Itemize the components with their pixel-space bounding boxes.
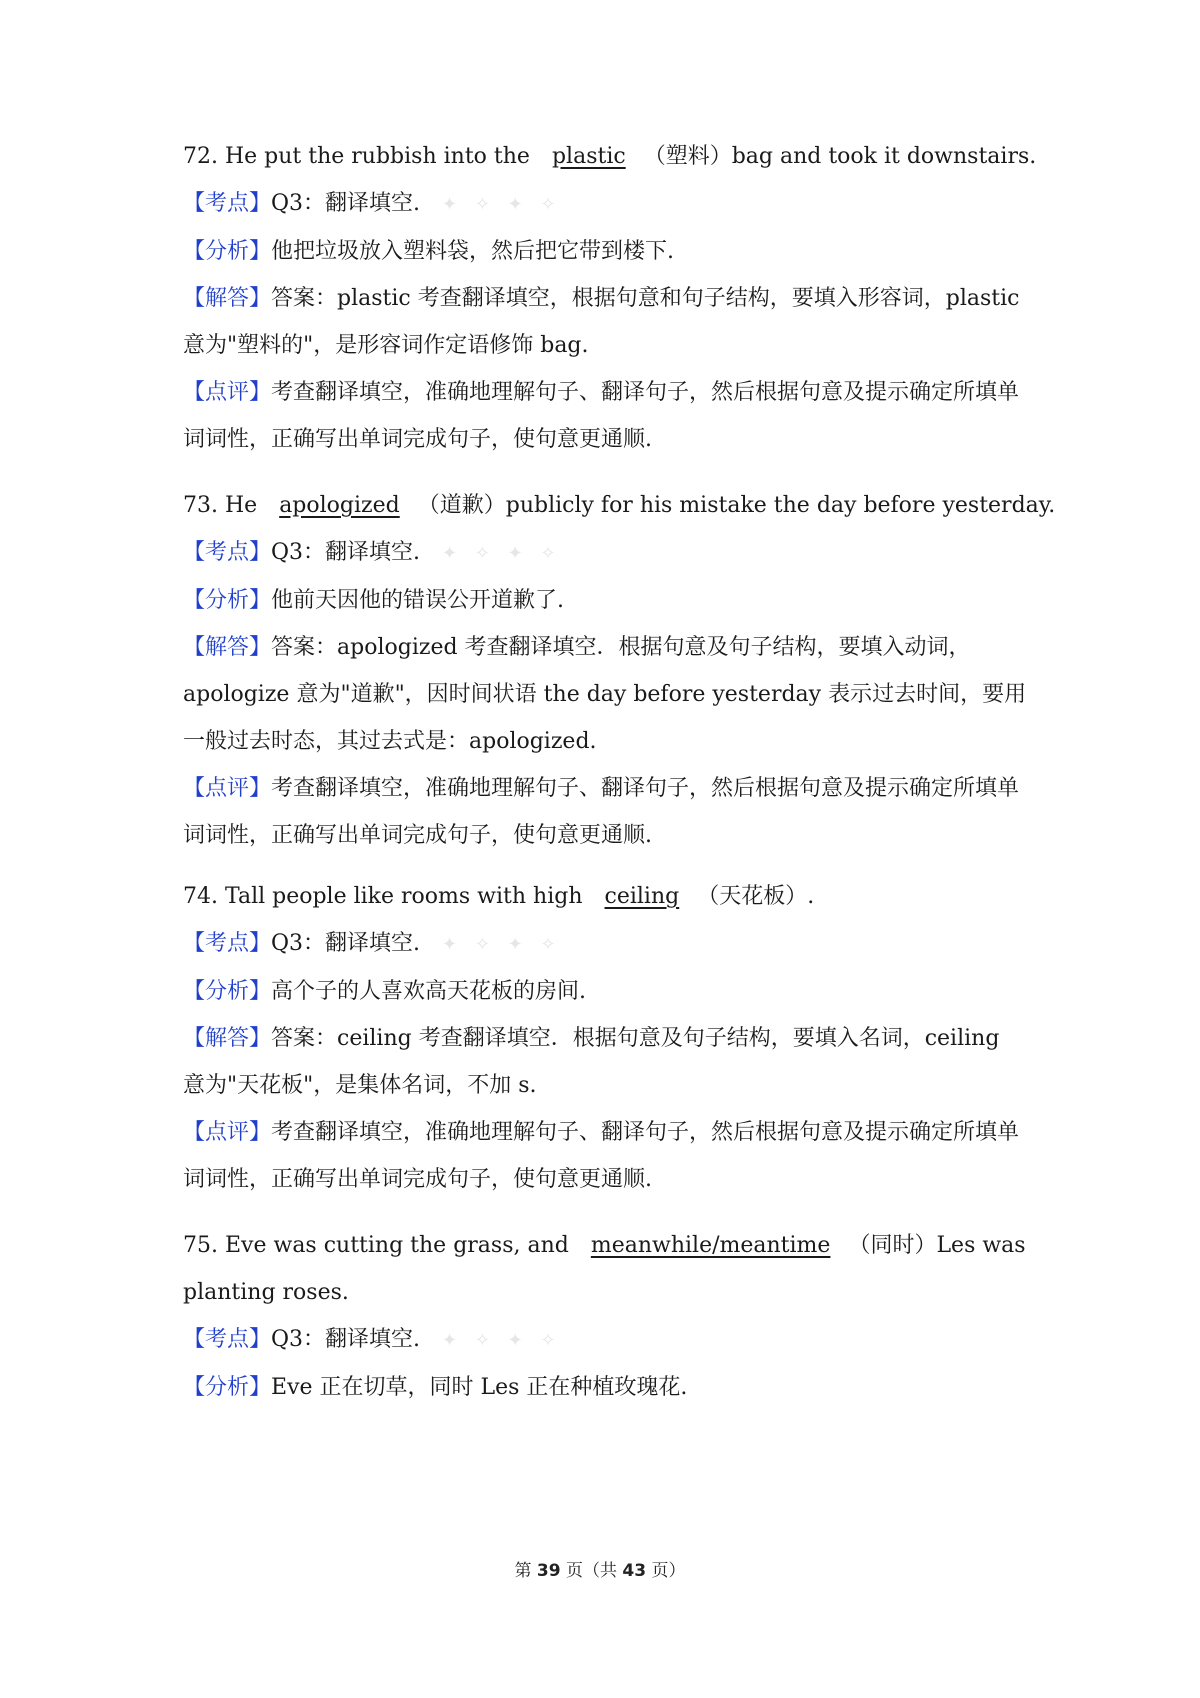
question-text	[183, 873, 1028, 920]
jieda-text: 答案：plastic 考查翻译填空，根据句意和句子结构，要填入形容词，plastic 意为"塑料的"，是形容词作定语修饰 bag.	[183, 286, 1020, 358]
question-stem: 72. He put the rubbish into the	[183, 144, 530, 169]
question-text	[183, 1222, 1028, 1316]
footer-mid: 页（共	[566, 1561, 617, 1581]
question-text	[183, 482, 1056, 529]
fenxi-row	[183, 968, 1028, 1015]
dianping-label: 【点评】	[183, 380, 272, 405]
question-75	[183, 1222, 1028, 1411]
question-stem-end: （同时）Les was planting roses.	[183, 1233, 1026, 1305]
kaodian-row	[183, 529, 1028, 577]
question-stem-end: （天花板）.	[697, 884, 815, 909]
jieda-label: 【解答】	[183, 1026, 272, 1051]
watermark: ✦ ✧ ✦ ✧	[442, 194, 562, 215]
kaodian-label: 【考点】	[183, 931, 272, 956]
dianping-text: 考查翻译填空，准确地理解句子、翻译句子，然后根据句意及提示确定所填单词词性，正确写出单词完成句子，使句意更通顺.	[183, 1120, 1020, 1192]
fenxi-row	[183, 228, 1028, 275]
jieda-row	[183, 275, 1028, 369]
question-73	[183, 482, 1056, 859]
dianping-text: 考查翻译填空，准确地理解句子、翻译句子，然后根据句意及提示确定所填单词词性，正确写出单词完成句子，使句意更通顺.	[183, 380, 1020, 452]
question-stem: 73. He	[183, 493, 258, 518]
fenxi-label: 【分析】	[183, 588, 272, 613]
dianping-row	[183, 369, 1028, 463]
fenxi-text: Eve 正在切草，同时 Les 正在种植玫瑰花.	[271, 1375, 688, 1400]
answer-blank: plastic	[551, 144, 626, 169]
page-number: 39	[536, 1561, 561, 1581]
kaodian-row	[183, 180, 1028, 228]
footer-prefix: 第	[514, 1561, 532, 1581]
question-72	[183, 133, 1037, 463]
answer-blank: meanwhile/meantime	[590, 1233, 831, 1258]
page-footer	[0, 1556, 1200, 1581]
fenxi-row	[183, 577, 1028, 624]
jieda-row	[183, 624, 1028, 765]
answer-blank: ceiling	[604, 884, 680, 909]
jieda-label: 【解答】	[183, 635, 272, 660]
total-pages: 43	[622, 1561, 647, 1581]
fenxi-row	[183, 1364, 1028, 1411]
question-text	[183, 133, 1037, 180]
dianping-text: 考查翻译填空，准确地理解句子、翻译句子，然后根据句意及提示确定所填单词词性，正确写出单词完成句子，使句意更通顺.	[183, 776, 1020, 848]
jieda-row	[183, 1015, 1028, 1109]
question-stem: 75. Eve was cutting the grass, and	[183, 1233, 569, 1258]
kaodian-text: Q3：翻译填空.	[271, 1327, 421, 1352]
question-74	[183, 873, 1028, 1203]
answer-blank: apologized	[279, 493, 400, 518]
jieda-text: 答案：ceiling 考查翻译填空．根据句意及句子结构，要填入名词，ceiling 意为"天花板"，是集体名词，不加 s.	[183, 1026, 1000, 1098]
fenxi-label: 【分析】	[183, 1375, 272, 1400]
dianping-label: 【点评】	[183, 1120, 272, 1145]
kaodian-text: Q3：翻译填空.	[271, 191, 421, 216]
dianping-row	[183, 1109, 1028, 1203]
fenxi-label: 【分析】	[183, 239, 272, 264]
question-stem-end: （塑料）bag and took it downstairs.	[643, 144, 1037, 169]
dianping-label: 【点评】	[183, 776, 272, 801]
watermark: ✦ ✧ ✦ ✧	[442, 934, 562, 955]
kaodian-label: 【考点】	[183, 540, 272, 565]
jieda-text: 答案：apologized 考查翻译填空．根据句意及句子结构，要填入动词，apologize 意为"道歉"，因时间状语 the day before yesterday 表示过去时间，要用一般过去时态，其过去式是：apologized.	[183, 635, 1027, 754]
fenxi-text: 他把垃圾放入塑料袋，然后把它带到楼下.	[271, 239, 675, 264]
fenxi-text: 高个子的人喜欢高天花板的房间.	[271, 979, 587, 1004]
dianping-row	[183, 765, 1028, 859]
kaodian-text: Q3：翻译填空.	[271, 931, 421, 956]
jieda-label: 【解答】	[183, 286, 272, 311]
kaodian-label: 【考点】	[183, 1327, 272, 1352]
footer-suffix: 页）	[651, 1561, 686, 1581]
kaodian-row	[183, 920, 1028, 968]
fenxi-label: 【分析】	[183, 979, 272, 1004]
watermark: ✦ ✧ ✦ ✧	[442, 543, 562, 564]
question-stem-end: （道歉）publicly for his mistake the day before yesterday.	[417, 493, 1056, 518]
kaodian-text: Q3：翻译填空.	[271, 540, 421, 565]
kaodian-row	[183, 1316, 1028, 1364]
watermark: ✦ ✧ ✦ ✧	[442, 1330, 562, 1351]
fenxi-text: 他前天因他的错误公开道歉了.	[271, 588, 565, 613]
question-stem: 74. Tall people like rooms with high	[183, 884, 583, 909]
kaodian-label: 【考点】	[183, 191, 272, 216]
